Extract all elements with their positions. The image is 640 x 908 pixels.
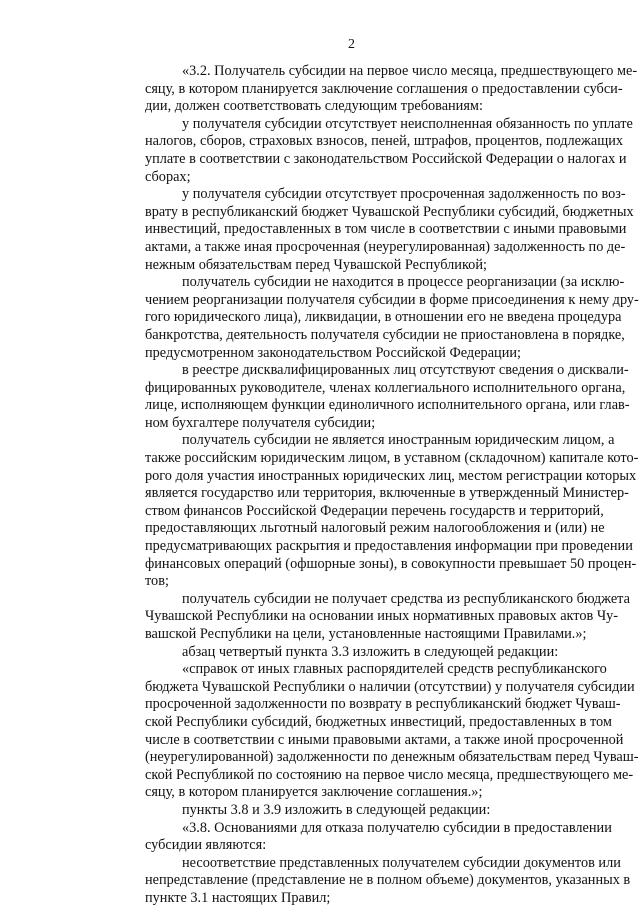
text-line: «справок от иных главных распорядителей средств республиканского (182, 661, 607, 678)
text-line: у получателя субсидии отсутствует просроченная задолженность по воз- (182, 186, 626, 203)
paragraph (108, 590, 630, 644)
document-page (108, 36, 639, 908)
text-line: финансовых операций (офшорные зоны), в совокупности превышает 50 процен- (145, 555, 637, 572)
text-line: фицированных руководителе, членах коллегиального исполнительного органа, (145, 379, 626, 396)
paragraph (108, 854, 631, 908)
paragraph (108, 186, 634, 274)
text-line: ном бухгалтере получателя субсидии; (145, 414, 376, 431)
text-line: инвестиций, предоставленных в том числе в соответствии с иными правовыми (145, 221, 627, 238)
text-line: предусматривающих раскрытия и предоставления информации при проведении (145, 538, 633, 555)
text-line: получатель субсидии не является иностранным юридическим лицом, а (182, 432, 615, 449)
text-line: ской Республики субсидий, бюджетных инвестиций, предоставленных в том (145, 713, 612, 730)
text-line: банкротства, деятельность получателя субсидии не приостановлена в порядке, (145, 326, 625, 343)
paragraph (108, 115, 633, 186)
text-line: (неурегулированной) задолженности по денежным обязательствам перед Чуваш- (145, 749, 639, 766)
text-line: числе в соответствии с иными правовыми актами, а также иной просроченной (145, 731, 624, 748)
text-line: налогов, сборов, страховых взносов, пеней, штрафов, процентов, подлежащих (145, 133, 624, 150)
page-number: 2 (348, 37, 355, 52)
text-line: нежным обязательствам перед Чувашской Республикой; (145, 256, 487, 273)
text-line: ской Республикой по состоянию на первое число месяца, предшествующего ме- (145, 766, 634, 783)
text-line: тов; (145, 573, 169, 590)
text-line: ством финансов Российской Федерации перечень государств и территорий, (145, 502, 604, 519)
text-line: «3.2. Получатель субсидии на первое число месяца, предшествующего ме- (182, 63, 638, 79)
text-line: субсидии являются: (145, 837, 267, 854)
paragraph (108, 661, 639, 802)
text-line: является государство или территория, включенные в утвержденный Министер- (145, 485, 629, 502)
text-line: у получателя субсидии отсутствует неисполненная обязанность по уплате (182, 115, 633, 132)
text-line: лице, исполняющем функции единоличного исполнительного органа, или глав- (145, 397, 630, 414)
text-line: чением реорганизации получателя субсидии в форме присоединения к нему дру- (145, 291, 639, 308)
text-line: также российским юридическим лицом, в уставном (складочном) капитале кото- (145, 450, 639, 467)
text-line: пункте 3.1 настоящих Правил; (145, 889, 331, 906)
text-line: Чувашской Республики на основании иных нормативных правовых актов Чу- (145, 608, 619, 625)
text-line: рого доля участия иностранных юридических лиц, местом регистрации которых (145, 467, 637, 484)
text-line: в реестре дисквалифицированных лиц отсутствуют сведения о дисквали- (182, 362, 629, 379)
text-line: актами, а также иная просроченная (неурегулированная) задолженность по де- (145, 238, 626, 255)
paragraph (108, 432, 639, 590)
text-line: абзац четвертый пункта 3.3 изложить в следующей редакции: (182, 643, 559, 660)
text-line: гого юридического лица), ликвидации, в отношении его не введена процедура (145, 309, 622, 326)
text-line: несоответствие представленных получателем субсидии документов или (182, 854, 621, 871)
text-line: дии, должен соответствовать следующим требованиям: (145, 98, 483, 115)
paragraph (108, 819, 612, 855)
text-line: получатель субсидии не получает средства из республиканского бюджета (182, 590, 630, 607)
text-line: вашской Республики на цели, установленные настоящими Правилами.»; (145, 626, 587, 642)
document-body (108, 63, 639, 908)
text-line: просроченной задолженности по возврату в республиканский бюджет Чуваш- (145, 696, 621, 713)
text-line: врату в республиканский бюджет Чувашской Республики субсидий, бюджетных (145, 203, 634, 220)
paragraph (108, 802, 595, 820)
paragraph (108, 362, 630, 432)
paragraph (108, 644, 595, 662)
paragraph (108, 274, 639, 362)
text-line: уплате в соответствии с законодательством Российской Федерации о налогах и (145, 150, 627, 167)
text-line: получатель субсидии не находится в процессе реорганизации (за исклю- (182, 274, 625, 291)
text-line: «3.8. Основаниями для отказа получателю субсидии в предоставлении (182, 819, 612, 836)
text-line: бюджета Чувашской Республики о наличии (отсутствии) у получателя субсидии (145, 678, 635, 695)
text-line: сборах; (145, 168, 191, 185)
text-line: пункты 3.8 и 3.9 изложить в следующей редакции: (182, 801, 491, 818)
text-line: предусмотренном законодательством Российской Федерации; (145, 344, 521, 361)
text-line: сяцу, в котором планируется заключение соглашения.»; (145, 784, 483, 801)
paragraph (108, 63, 638, 116)
text-line: предоставляющих льготный налоговый режим налогообложения и (или) не (145, 520, 605, 537)
text-line: сяцу, в котором планируется заключение соглашения о предоставлении субси- (145, 80, 623, 97)
text-line: непредставление (представление не в полном объеме) документов, указанных в (145, 872, 631, 889)
